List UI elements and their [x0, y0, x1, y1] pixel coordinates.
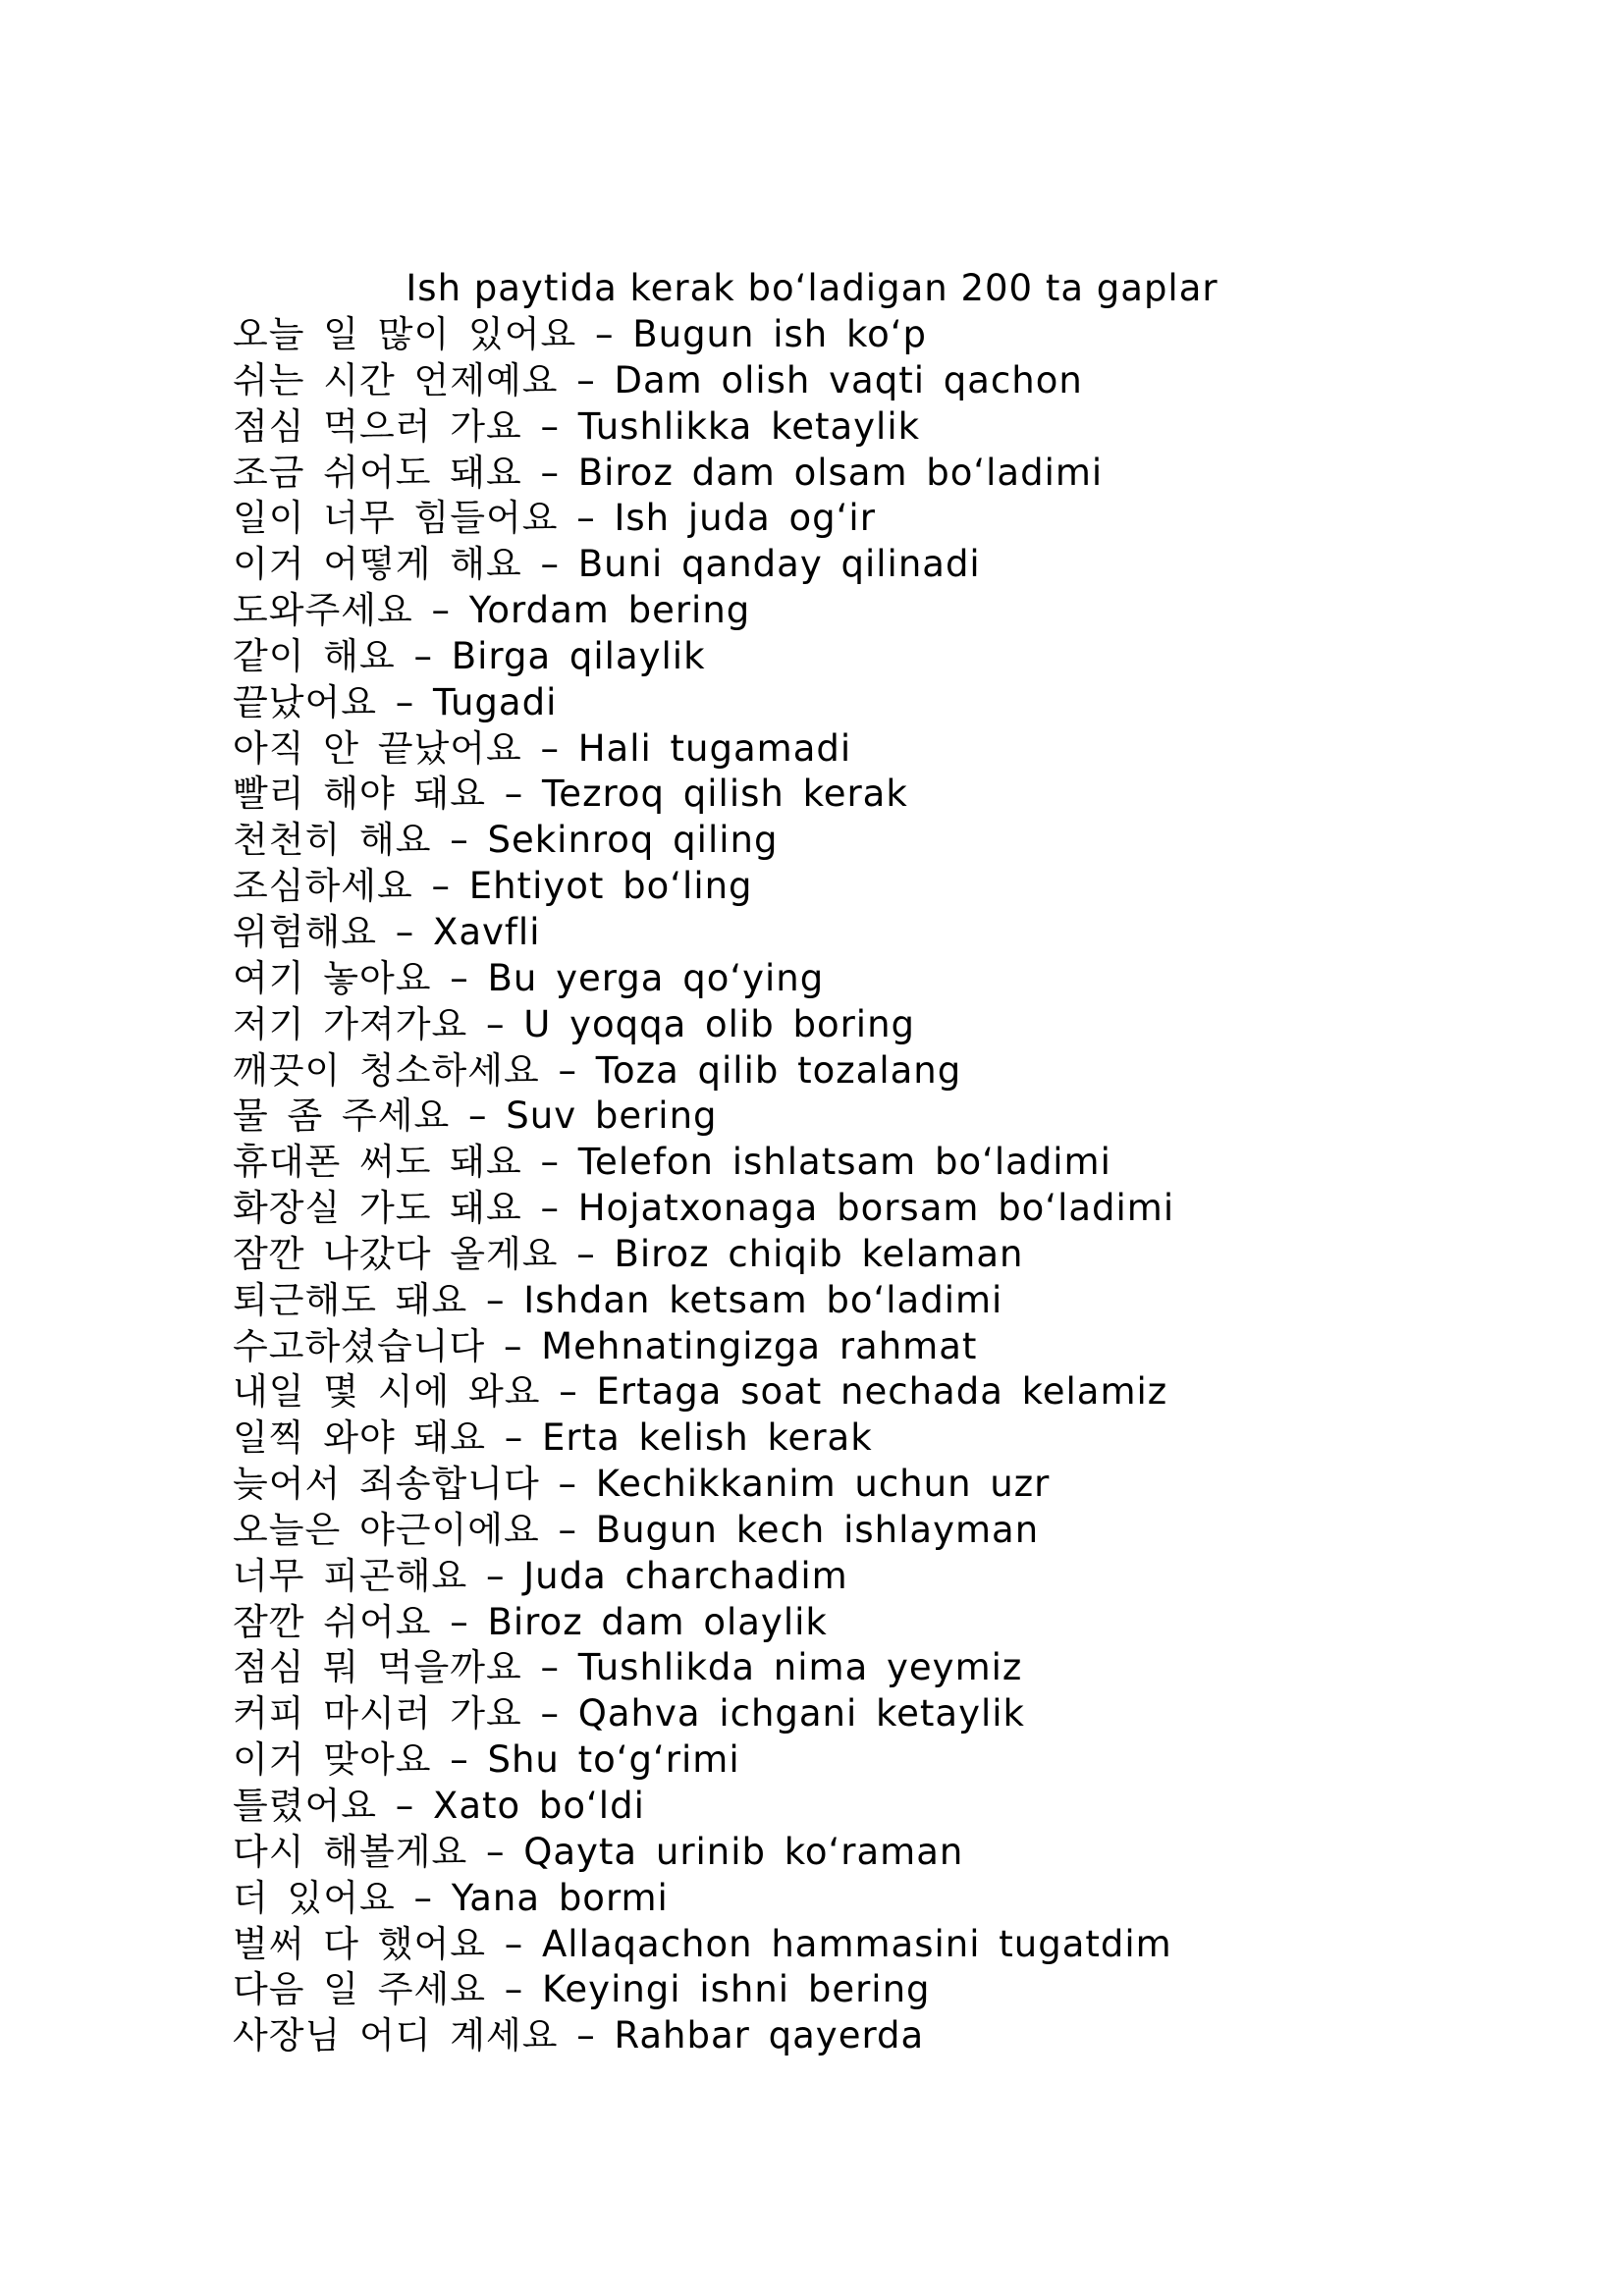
phrase-line: 점심 먹으러 가요 – Tushlikka ketaylik [233, 404, 921, 448]
phrase-line: 틀렸어요 – Xato bo‘ldi [233, 1785, 645, 1827]
phrase-line: 오늘 일 많이 있어요 – Bugun ish ko‘p [233, 313, 927, 355]
document-title: Ish paytida kerak bo‘ladigan 200 ta gaplar [406, 267, 1218, 309]
phrase-line: 늦어서 죄송합니다 – Kechikkanim uchun uzr [233, 1463, 1051, 1506]
phrase-line: 수고하셨습니다 – Mehnatingizga rahmat [233, 1324, 978, 1367]
phrase-line: 같이 해요 – Birga qilaylik [233, 634, 706, 677]
phrase-line: 다시 해볼게요 – Qayta urinib ko‘raman [233, 1830, 964, 1873]
phrase-line: 화장실 가도 돼요 – Hojatxonaga borsam bo‘ladimi [233, 1187, 1175, 1230]
phrase-line: 여기 놓아요 – Bu yerga qo‘ying [233, 956, 825, 999]
phrase-line: 이거 맞아요 – Shu to‘g‘rimi [233, 1738, 740, 1782]
phrase-line: 도와주세요 – Yordam bering [233, 589, 751, 632]
phrase-line: 커피 마시러 가요 – Qahva ichgani ketaylik [233, 1692, 1025, 1735]
phrase-line: 내일 몇 시에 와요 – Ertaga soat nechada kelamiz [233, 1370, 1168, 1414]
phrase-line: 점심 뭐 먹을까요 – Tushlikda nima yeymiz [233, 1646, 1023, 1689]
phrase-line: 퇴근해도 돼요 – Ishdan ketsam bo‘ladimi [233, 1278, 1003, 1321]
phrase-line: 사장님 어디 계세요 – Rahbar qayerda [233, 2014, 925, 2057]
phrase-line: 이거 어떻게 해요 – Buni qanday qilinadi [233, 543, 981, 586]
phrase-line: 물 좀 주세요 – Suv bering [233, 1095, 718, 1138]
phrase-line: 더 있어요 – Yana bormi [233, 1876, 669, 1919]
phrase-line: 끝났어요 – Tugadi [233, 680, 558, 723]
phrase-line: 일찍 와야 돼요 – Erta kelish kerak [233, 1416, 873, 1460]
phrase-line: 너무 피곤해요 – Juda charchadim [233, 1554, 848, 1597]
phrase-line: 쉬는 시간 언제예요 – Dam olish vaqti qachon [233, 358, 1083, 401]
phrase-line: 위험해요 – Xavfli [233, 910, 541, 953]
phrase-line: 잠깐 나갔다 올게요 – Biroz chiqib kelaman [233, 1232, 1024, 1275]
phrase-line: 깨끗이 청소하세요 – Toza qilib tozalang [233, 1048, 962, 1092]
phrase-line: 빨리 해야 돼요 – Tezroq qilish kerak [233, 773, 908, 816]
phrase-line: 휴대폰 써도 돼요 – Telefon ishlatsam bo‘ladimi [233, 1141, 1111, 1184]
phrase-line: 오늘은 야근이에요 – Bugun kech ishlayman [233, 1508, 1040, 1551]
phrase-line: 잠깐 쉬어요 – Biroz dam olaylik [233, 1600, 828, 1643]
phrase-line: 다음 일 주세요 – Keyingi ishni bering [233, 1968, 931, 2011]
phrase-line: 천천히 해요 – Sekinroq qiling [233, 819, 779, 862]
phrase-list [233, 312, 1174, 2059]
phrase-line: 벌써 다 했어요 – Allaqachon hammasini tugatdim [233, 1922, 1172, 1965]
phrase-line: 아직 안 끝났어요 – Hali tugamadi [233, 726, 852, 770]
phrase-line: 저기 가져가요 – U yoqqa olib boring [233, 1002, 916, 1045]
phrase-line: 조심하세요 – Ehtiyot bo‘ling [233, 865, 753, 908]
phrase-line: 조금 쉬어도 돼요 – Biroz dam olsam bo‘ladimi [233, 451, 1104, 494]
phrase-line: 일이 너무 힘들어요 – Ish juda og‘ir [233, 497, 876, 540]
